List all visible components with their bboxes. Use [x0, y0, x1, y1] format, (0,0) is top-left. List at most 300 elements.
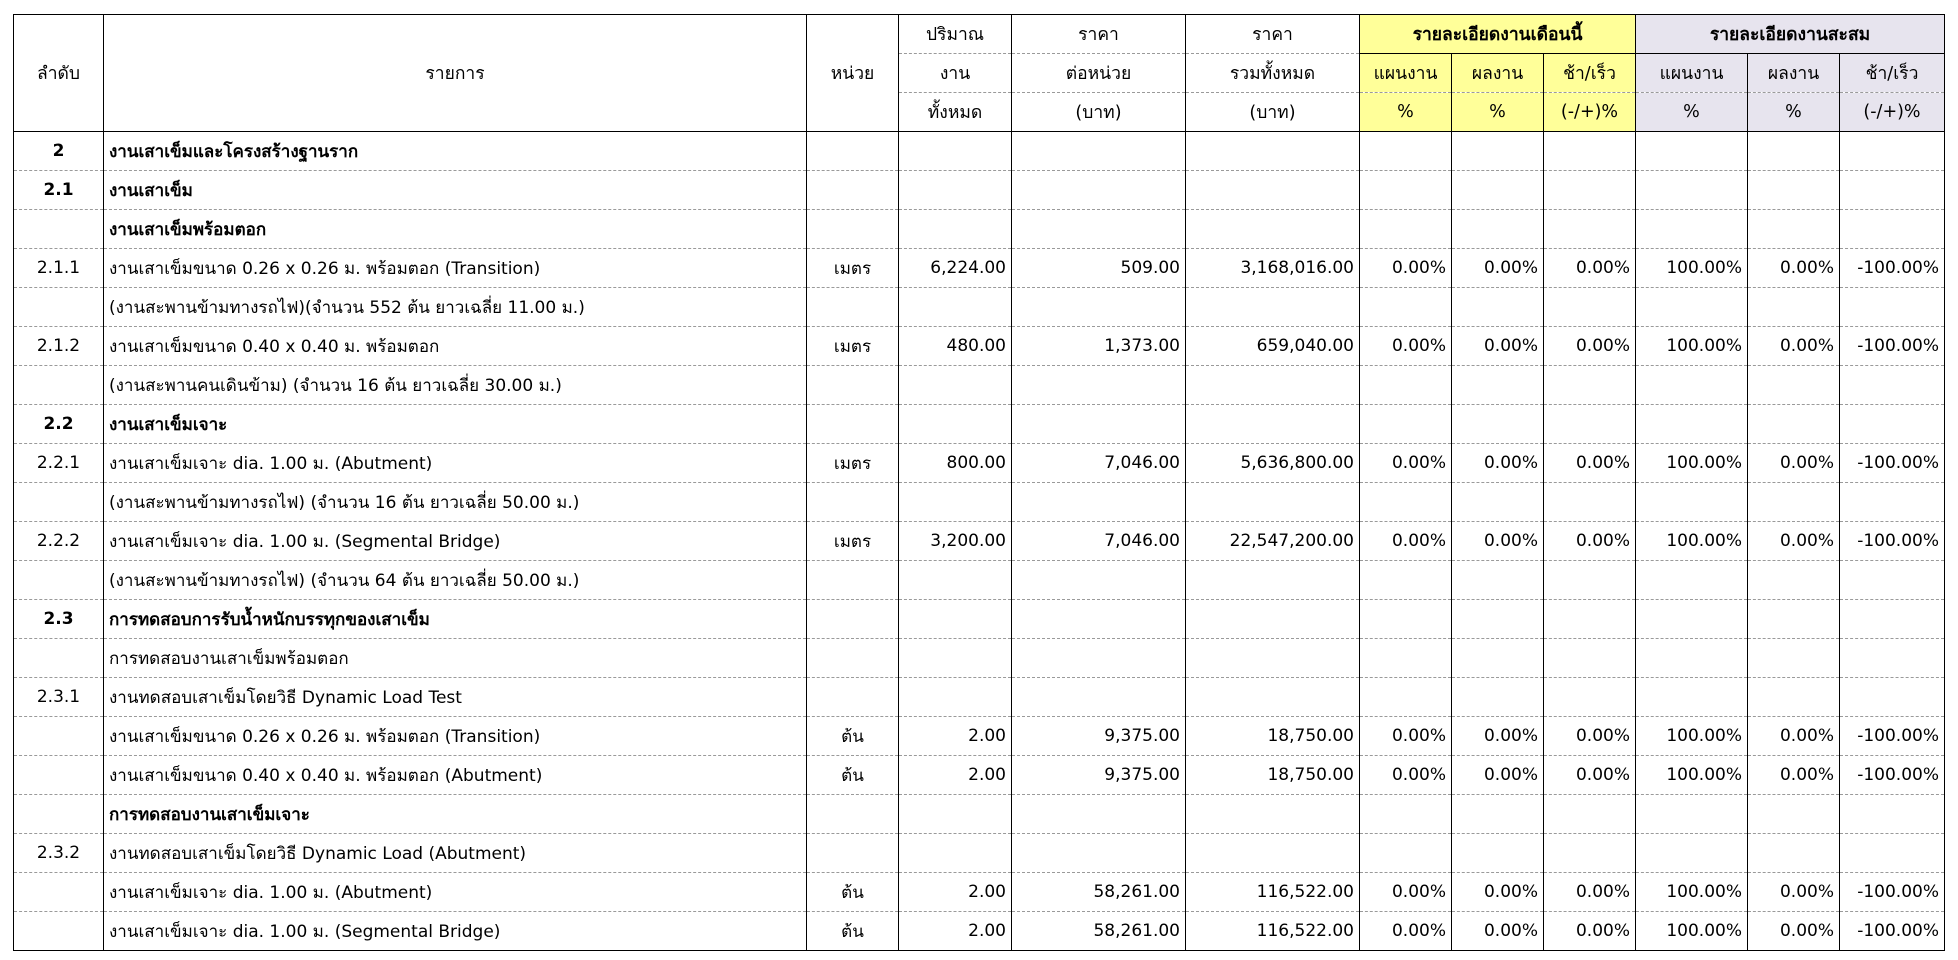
row-no — [14, 717, 104, 756]
row-cum-diff: -100.00% — [1840, 249, 1945, 288]
row-total-price — [1186, 210, 1360, 249]
row-unit — [807, 678, 899, 717]
row-cum-diff: -100.00% — [1840, 756, 1945, 795]
row-unit — [807, 639, 899, 678]
row-month-result — [1452, 210, 1544, 249]
table-row — [14, 561, 1945, 600]
row-item: งานทดสอบเสาเข็มโดยวิธี Dynamic Load (Abutment) — [104, 834, 807, 873]
row-month-diff: 0.00% — [1544, 756, 1636, 795]
row-no: 2.2 — [14, 405, 104, 444]
row-total-price — [1186, 405, 1360, 444]
row-unit-price — [1012, 288, 1186, 327]
row-item: (งานสะพานข้ามทางรถไฟ)(จำนวน 552 ต้น ยาวเฉลี่ย 11.00 ม.) — [104, 288, 807, 327]
row-unit-price — [1012, 834, 1186, 873]
row-unit-price — [1012, 678, 1186, 717]
row-month-result — [1452, 171, 1544, 210]
table-row — [14, 678, 1945, 717]
row-month-result — [1452, 600, 1544, 639]
row-cum-result: 0.00% — [1748, 249, 1840, 288]
row-cum-diff: -100.00% — [1840, 444, 1945, 483]
table-row — [14, 717, 1945, 756]
row-cum-diff — [1840, 405, 1945, 444]
row-cum-plan — [1636, 678, 1748, 717]
row-unit-price — [1012, 561, 1186, 600]
row-qty: 800.00 — [899, 444, 1012, 483]
row-total-price: 18,750.00 — [1186, 717, 1360, 756]
row-cum-diff: -100.00% — [1840, 873, 1945, 912]
row-unit — [807, 561, 899, 600]
row-cum-result: 0.00% — [1748, 756, 1840, 795]
header-cum-result-unit: % — [1748, 93, 1840, 132]
row-unit: เมตร — [807, 327, 899, 366]
row-unit — [807, 210, 899, 249]
row-unit — [807, 795, 899, 834]
row-cum-result — [1748, 834, 1840, 873]
row-qty — [899, 132, 1012, 171]
row-month-result — [1452, 288, 1544, 327]
row-unit: เมตร — [807, 444, 899, 483]
row-no — [14, 912, 104, 951]
header-qty-2: งาน — [899, 54, 1012, 93]
row-item: งานเสาเข็มขนาด 0.40 x 0.40 ม. พร้อมตอก (Abutment) — [104, 756, 807, 795]
row-month-plan — [1360, 171, 1452, 210]
row-cum-plan — [1636, 366, 1748, 405]
header-unit: หน่วย — [807, 15, 899, 132]
row-cum-plan — [1636, 561, 1748, 600]
row-total-price — [1186, 795, 1360, 834]
row-total-price — [1186, 366, 1360, 405]
row-qty — [899, 834, 1012, 873]
row-unit-price — [1012, 171, 1186, 210]
row-month-plan — [1360, 678, 1452, 717]
row-cum-diff — [1840, 210, 1945, 249]
row-cum-plan — [1636, 171, 1748, 210]
row-no: 2.1.1 — [14, 249, 104, 288]
row-month-plan: 0.00% — [1360, 249, 1452, 288]
row-total-price — [1186, 561, 1360, 600]
row-unit-price: 509.00 — [1012, 249, 1186, 288]
row-cum-diff: -100.00% — [1840, 522, 1945, 561]
progress-sheet — [13, 14, 1945, 951]
table-row — [14, 522, 1945, 561]
row-no: 2.2.1 — [14, 444, 104, 483]
row-month-plan — [1360, 561, 1452, 600]
row-cum-result — [1748, 483, 1840, 522]
row-item: งานเสาเข็มและโครงสร้างฐานราก — [104, 132, 807, 171]
row-cum-result — [1748, 561, 1840, 600]
row-month-plan — [1360, 210, 1452, 249]
table-row — [14, 366, 1945, 405]
row-unit-price: 1,373.00 — [1012, 327, 1186, 366]
header-cum-plan-unit: % — [1636, 93, 1748, 132]
row-cum-plan — [1636, 132, 1748, 171]
row-unit — [807, 171, 899, 210]
row-cum-plan: 100.00% — [1636, 444, 1748, 483]
table-row — [14, 756, 1945, 795]
row-qty — [899, 600, 1012, 639]
row-cum-diff — [1840, 639, 1945, 678]
row-unit — [807, 600, 899, 639]
row-month-plan: 0.00% — [1360, 717, 1452, 756]
row-cum-result: 0.00% — [1748, 327, 1840, 366]
row-month-diff — [1544, 288, 1636, 327]
header-this-month: รายละเอียดงานเดือนนี้ — [1360, 15, 1636, 54]
table-header — [14, 15, 1945, 132]
header-no: ลำดับ — [14, 15, 104, 132]
row-item: งานเสาเข็มเจาะ dia. 1.00 ม. (Segmental Bridge) — [104, 912, 807, 951]
row-cum-result: 0.00% — [1748, 444, 1840, 483]
table-row — [14, 795, 1945, 834]
row-item: งานเสาเข็มเจาะ dia. 1.00 ม. (Abutment) — [104, 873, 807, 912]
row-cum-diff: -100.00% — [1840, 912, 1945, 951]
row-total-price: 659,040.00 — [1186, 327, 1360, 366]
row-cum-diff — [1840, 561, 1945, 600]
row-unit: ต้น — [807, 873, 899, 912]
row-cum-plan: 100.00% — [1636, 756, 1748, 795]
row-unit-price — [1012, 405, 1186, 444]
table-row — [14, 327, 1945, 366]
row-month-plan — [1360, 639, 1452, 678]
header-month-result-unit: % — [1452, 93, 1544, 132]
row-unit: เมตร — [807, 522, 899, 561]
row-unit: ต้น — [807, 717, 899, 756]
row-unit — [807, 366, 899, 405]
table-row — [14, 873, 1945, 912]
table-row — [14, 249, 1945, 288]
header-unit-price-1: ราคา — [1012, 15, 1186, 54]
row-item: (งานสะพานข้ามทางรถไฟ) (จำนวน 16 ต้น ยาวเฉลี่ย 50.00 ม.) — [104, 483, 807, 522]
row-unit-price: 9,375.00 — [1012, 756, 1186, 795]
row-month-result: 0.00% — [1452, 522, 1544, 561]
header-month-diff: ช้า/เร็ว — [1544, 54, 1636, 93]
row-cum-diff — [1840, 678, 1945, 717]
row-cum-diff — [1840, 288, 1945, 327]
row-total-price: 5,636,800.00 — [1186, 444, 1360, 483]
row-month-result: 0.00% — [1452, 717, 1544, 756]
row-cum-result — [1748, 210, 1840, 249]
row-item: การทดสอบการรับน้ำหนักบรรทุกของเสาเข็ม — [104, 600, 807, 639]
row-item: งานเสาเข็มเจาะ dia. 1.00 ม. (Abutment) — [104, 444, 807, 483]
row-qty — [899, 366, 1012, 405]
row-cum-plan: 100.00% — [1636, 249, 1748, 288]
row-cum-result: 0.00% — [1748, 717, 1840, 756]
table-row — [14, 483, 1945, 522]
row-item: งานทดสอบเสาเข็มโดยวิธี Dynamic Load Test — [104, 678, 807, 717]
row-item: งานเสาเข็มเจาะ — [104, 405, 807, 444]
row-month-result: 0.00% — [1452, 327, 1544, 366]
row-qty: 2.00 — [899, 873, 1012, 912]
row-month-plan: 0.00% — [1360, 522, 1452, 561]
table-row — [14, 210, 1945, 249]
row-month-plan: 0.00% — [1360, 873, 1452, 912]
row-total-price — [1186, 834, 1360, 873]
table-body — [14, 132, 1945, 951]
row-cum-plan — [1636, 639, 1748, 678]
row-no — [14, 366, 104, 405]
row-cum-result — [1748, 600, 1840, 639]
row-month-result: 0.00% — [1452, 444, 1544, 483]
row-month-diff — [1544, 561, 1636, 600]
row-month-diff: 0.00% — [1544, 873, 1636, 912]
row-month-result — [1452, 132, 1544, 171]
row-month-diff: 0.00% — [1544, 522, 1636, 561]
row-item: งานเสาเข็มพร้อมตอก — [104, 210, 807, 249]
header-month-plan-unit: % — [1360, 93, 1452, 132]
row-cum-result — [1748, 288, 1840, 327]
row-item: งานเสาเข็มขนาด 0.26 x 0.26 ม. พร้อมตอก (Transition) — [104, 717, 807, 756]
row-month-diff — [1544, 132, 1636, 171]
row-total-price: 3,168,016.00 — [1186, 249, 1360, 288]
row-month-plan — [1360, 483, 1452, 522]
row-cum-plan: 100.00% — [1636, 873, 1748, 912]
header-total-price-1: ราคา — [1186, 15, 1360, 54]
row-cum-result — [1748, 171, 1840, 210]
row-month-result — [1452, 678, 1544, 717]
row-month-result — [1452, 795, 1544, 834]
row-unit-price — [1012, 132, 1186, 171]
header-cum-diff: ช้า/เร็ว — [1840, 54, 1945, 93]
row-qty — [899, 795, 1012, 834]
row-cum-result — [1748, 366, 1840, 405]
row-no: 2.1 — [14, 171, 104, 210]
row-qty — [899, 171, 1012, 210]
row-cum-diff — [1840, 132, 1945, 171]
row-unit-price: 7,046.00 — [1012, 522, 1186, 561]
row-month-plan: 0.00% — [1360, 756, 1452, 795]
row-cum-plan — [1636, 795, 1748, 834]
row-cum-diff — [1840, 171, 1945, 210]
row-qty: 480.00 — [899, 327, 1012, 366]
row-month-result: 0.00% — [1452, 873, 1544, 912]
row-unit: เมตร — [807, 249, 899, 288]
row-total-price — [1186, 171, 1360, 210]
row-qty — [899, 483, 1012, 522]
row-qty — [899, 561, 1012, 600]
row-qty — [899, 678, 1012, 717]
row-cum-diff — [1840, 834, 1945, 873]
row-no: 2.3 — [14, 600, 104, 639]
row-month-plan — [1360, 600, 1452, 639]
row-month-result: 0.00% — [1452, 249, 1544, 288]
header-total-price-2: รวมทั้งหมด — [1186, 54, 1360, 93]
row-unit-price: 58,261.00 — [1012, 912, 1186, 951]
row-cum-result: 0.00% — [1748, 912, 1840, 951]
row-no: 2 — [14, 132, 104, 171]
row-cum-result: 0.00% — [1748, 873, 1840, 912]
row-cum-result — [1748, 405, 1840, 444]
row-unit-price: 9,375.00 — [1012, 717, 1186, 756]
row-total-price: 116,522.00 — [1186, 912, 1360, 951]
table-row — [14, 171, 1945, 210]
header-cumulative: รายละเอียดงานสะสม — [1636, 15, 1945, 54]
row-cum-diff — [1840, 600, 1945, 639]
row-month-result: 0.00% — [1452, 756, 1544, 795]
row-month-diff — [1544, 171, 1636, 210]
row-month-diff: 0.00% — [1544, 327, 1636, 366]
row-cum-plan: 100.00% — [1636, 912, 1748, 951]
row-unit — [807, 834, 899, 873]
table-row — [14, 288, 1945, 327]
row-month-result — [1452, 483, 1544, 522]
row-month-plan — [1360, 288, 1452, 327]
row-month-plan: 0.00% — [1360, 444, 1452, 483]
row-item: (งานสะพานคนเดินข้าม) (จำนวน 16 ต้น ยาวเฉลี่ย 30.00 ม.) — [104, 366, 807, 405]
row-unit — [807, 405, 899, 444]
row-qty — [899, 405, 1012, 444]
header-item: รายการ — [104, 15, 807, 132]
header-cum-plan: แผนงาน — [1636, 54, 1748, 93]
row-month-diff: 0.00% — [1544, 249, 1636, 288]
row-unit — [807, 483, 899, 522]
row-month-result — [1452, 405, 1544, 444]
row-month-diff — [1544, 405, 1636, 444]
row-item: งานเสาเข็ม — [104, 171, 807, 210]
header-month-result: ผลงาน — [1452, 54, 1544, 93]
row-qty: 2.00 — [899, 756, 1012, 795]
row-month-diff: 0.00% — [1544, 444, 1636, 483]
row-cum-plan: 100.00% — [1636, 522, 1748, 561]
header-unit-price-2: ต่อหน่วย — [1012, 54, 1186, 93]
row-no: 2.1.2 — [14, 327, 104, 366]
row-total-price: 116,522.00 — [1186, 873, 1360, 912]
row-no — [14, 288, 104, 327]
row-item: งานเสาเข็มเจาะ dia. 1.00 ม. (Segmental Bridge) — [104, 522, 807, 561]
table-row — [14, 912, 1945, 951]
header-unit-price-3: (บาท) — [1012, 93, 1186, 132]
row-cum-plan: 100.00% — [1636, 717, 1748, 756]
row-unit-price — [1012, 639, 1186, 678]
row-cum-result — [1748, 132, 1840, 171]
row-cum-plan — [1636, 288, 1748, 327]
table-row — [14, 639, 1945, 678]
row-cum-result — [1748, 678, 1840, 717]
table-row — [14, 600, 1945, 639]
row-no — [14, 210, 104, 249]
row-qty: 6,224.00 — [899, 249, 1012, 288]
row-month-plan: 0.00% — [1360, 327, 1452, 366]
row-item: งานเสาเข็มขนาด 0.40 x 0.40 ม. พร้อมตอก — [104, 327, 807, 366]
row-no — [14, 795, 104, 834]
row-cum-plan — [1636, 600, 1748, 639]
row-no: 2.2.2 — [14, 522, 104, 561]
table-row — [14, 132, 1945, 171]
row-month-plan — [1360, 795, 1452, 834]
header-month-plan: แผนงาน — [1360, 54, 1452, 93]
row-no — [14, 639, 104, 678]
work-progress-table — [13, 14, 1945, 951]
row-unit: ต้น — [807, 912, 899, 951]
row-month-diff — [1544, 210, 1636, 249]
row-month-result — [1452, 561, 1544, 600]
row-unit-price — [1012, 210, 1186, 249]
row-no — [14, 756, 104, 795]
row-unit — [807, 132, 899, 171]
row-month-diff — [1544, 795, 1636, 834]
row-month-result — [1452, 834, 1544, 873]
row-total-price: 22,547,200.00 — [1186, 522, 1360, 561]
row-month-result — [1452, 639, 1544, 678]
row-qty — [899, 639, 1012, 678]
row-cum-result — [1748, 795, 1840, 834]
row-cum-plan: 100.00% — [1636, 327, 1748, 366]
row-total-price: 18,750.00 — [1186, 756, 1360, 795]
row-qty: 2.00 — [899, 717, 1012, 756]
row-qty — [899, 288, 1012, 327]
row-qty: 2.00 — [899, 912, 1012, 951]
row-qty — [899, 210, 1012, 249]
row-item: งานเสาเข็มขนาด 0.26 x 0.26 ม. พร้อมตอก (Transition) — [104, 249, 807, 288]
row-total-price — [1186, 483, 1360, 522]
header-total-price-3: (บาท) — [1186, 93, 1360, 132]
row-unit-price — [1012, 366, 1186, 405]
row-cum-plan — [1636, 405, 1748, 444]
row-cum-result — [1748, 639, 1840, 678]
row-cum-plan — [1636, 210, 1748, 249]
row-month-diff — [1544, 678, 1636, 717]
row-total-price — [1186, 288, 1360, 327]
row-item: (งานสะพานข้ามทางรถไฟ) (จำนวน 64 ต้น ยาวเฉลี่ย 50.00 ม.) — [104, 561, 807, 600]
row-month-plan — [1360, 132, 1452, 171]
row-no: 2.3.1 — [14, 678, 104, 717]
row-month-diff: 0.00% — [1544, 912, 1636, 951]
row-total-price — [1186, 132, 1360, 171]
row-month-plan — [1360, 405, 1452, 444]
table-row — [14, 444, 1945, 483]
row-no — [14, 873, 104, 912]
row-month-result — [1452, 366, 1544, 405]
row-total-price — [1186, 600, 1360, 639]
row-cum-plan — [1636, 483, 1748, 522]
header-cum-diff-unit: (-/+)% — [1840, 93, 1945, 132]
row-month-result: 0.00% — [1452, 912, 1544, 951]
row-month-diff — [1544, 834, 1636, 873]
row-unit-price: 58,261.00 — [1012, 873, 1186, 912]
row-month-diff — [1544, 639, 1636, 678]
row-unit — [807, 288, 899, 327]
row-total-price — [1186, 678, 1360, 717]
row-unit-price — [1012, 483, 1186, 522]
row-cum-diff — [1840, 795, 1945, 834]
row-cum-diff: -100.00% — [1840, 717, 1945, 756]
table-row — [14, 834, 1945, 873]
row-month-plan: 0.00% — [1360, 912, 1452, 951]
row-month-plan — [1360, 834, 1452, 873]
row-no: 2.3.2 — [14, 834, 104, 873]
row-unit-price — [1012, 600, 1186, 639]
table-row — [14, 405, 1945, 444]
header-cum-result: ผลงาน — [1748, 54, 1840, 93]
row-total-price — [1186, 639, 1360, 678]
row-item: การทดสอบงานเสาเข็มเจาะ — [104, 795, 807, 834]
row-cum-plan — [1636, 834, 1748, 873]
row-unit-price: 7,046.00 — [1012, 444, 1186, 483]
row-item: การทดสอบงานเสาเข็มพร้อมตอก — [104, 639, 807, 678]
row-qty: 3,200.00 — [899, 522, 1012, 561]
header-month-diff-unit: (-/+)% — [1544, 93, 1636, 132]
row-no — [14, 483, 104, 522]
row-cum-diff — [1840, 483, 1945, 522]
row-no — [14, 561, 104, 600]
row-unit-price — [1012, 795, 1186, 834]
row-month-diff — [1544, 600, 1636, 639]
header-qty-3: ทั้งหมด — [899, 93, 1012, 132]
row-unit: ต้น — [807, 756, 899, 795]
row-month-diff — [1544, 366, 1636, 405]
row-month-diff: 0.00% — [1544, 717, 1636, 756]
row-cum-result: 0.00% — [1748, 522, 1840, 561]
row-cum-diff — [1840, 366, 1945, 405]
row-month-plan — [1360, 366, 1452, 405]
